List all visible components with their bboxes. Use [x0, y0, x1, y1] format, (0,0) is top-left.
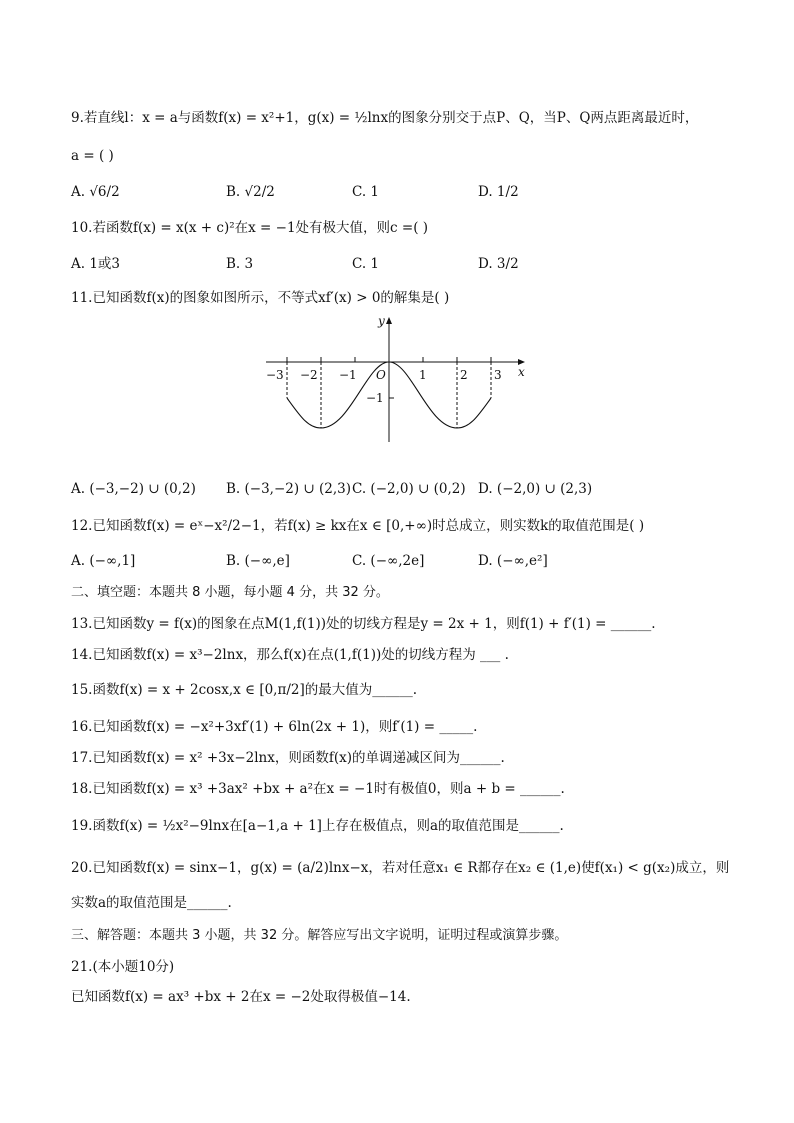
q10-option-a: A. 1或3 — [71, 256, 121, 272]
q13: 13.已知函数y = f(x)的图象在点M(1,f(1))处的切线方程是y = 2x + 1，则f(1) + f′(1) = ______. — [71, 616, 656, 632]
q9-stem: 9.若直线l：x = a与函数f(x) = x²+1，g(x) = ½lnx的图象分别交于点P、Q，当P、Q两点距离最近时， — [71, 110, 699, 126]
q21-text: 已知函数f(x) = ax³ +bx + 2在x = −2处取得极值−14. — [71, 989, 411, 1005]
x-tick-label: −3 — [266, 368, 284, 382]
q14: 14.已知函数f(x) = x³−2lnx，那么f(x)在点(1,f(1))处的切线方程为 ___ . — [71, 647, 509, 663]
q11-option-a: A. (−3,−2) ∪ (0,2) — [71, 481, 196, 497]
q9-options — [71, 182, 771, 202]
x-tick-label: 3 — [494, 368, 502, 382]
q16: 16.已知函数f(x) = −x²+3xf′(1) + 6ln(2x + 1)，则f′(1) = _____. — [71, 719, 478, 735]
x-axis-label: x — [518, 365, 525, 379]
q17: 17.已知函数f(x) = x² +3x−2lnx，则函数f(x)的单调递减区间为______. — [71, 750, 505, 766]
q9-option-d: D. 1/2 — [478, 184, 519, 200]
q9-option-b: B. √2/2 — [226, 184, 275, 200]
x-tick-label: −2 — [300, 368, 318, 382]
y-axis-label: y — [378, 314, 385, 328]
x-tick-label: 2 — [460, 368, 468, 382]
x-tick-label: 1 — [419, 368, 427, 382]
q9-stem-cont: a = ( ) — [71, 148, 114, 164]
function-graph — [262, 312, 532, 448]
q12-stem: 12.已知函数f(x) = eˣ−x²/2−1，若f(x) ≥ kx在x ∈ [0,+∞)时总成立，则实数k的取值范围是( ) — [71, 518, 645, 534]
q10-option-d: D. 3/2 — [478, 256, 519, 272]
q9-option-c: C. 1 — [352, 184, 380, 200]
q12-option-d: D. (−∞,e²] — [478, 553, 548, 569]
section3-title: 三、解答题：本题共 3 小题，共 32 分。解答应写出文字说明，证明过程或演算步骤。 — [71, 928, 568, 943]
x-tick-label: −1 — [339, 368, 357, 382]
q21-header: 21.(本小题10分) — [71, 959, 175, 975]
section2-title: 二、填空题：本题共 8 小题，每小题 4 分，共 32 分。 — [71, 585, 389, 600]
q12-option-b: B. (−∞,e] — [226, 553, 290, 569]
q10-options — [71, 254, 771, 274]
origin-label: O — [376, 368, 386, 382]
q18: 18.已知函数f(x) = x³ +3ax² +bx + a²在x = −1时有极值0，则a + b = ______. — [71, 781, 565, 797]
q12-option-c: C. (−∞,2e] — [352, 553, 425, 569]
q11-stem: 11.已知函数f(x)的图象如图所示，不等式xf′(x) > 0的解集是( ) — [71, 290, 450, 306]
q12-options — [71, 551, 771, 571]
q10-option-c: C. 1 — [352, 256, 380, 272]
q12-option-a: A. (−∞,1] — [71, 553, 136, 569]
q20: 20.已知函数f(x) = sinx−1，g(x) = (a/2)lnx−x，若对任意x₁ ∈ R都存在x₂ ∈ (1,e)使f(x₁) < g(x₂)成立，则 — [71, 860, 730, 876]
q11-option-b: B. (−3,−2) ∪ (2,3) — [226, 481, 352, 497]
q10-stem: 10.若函数f(x) = x(x + c)²在x = −1处有极大值，则c =( ) — [71, 220, 429, 236]
q11-option-c: C. (−2,0) ∪ (0,2) — [352, 481, 466, 497]
q19: 19.函数f(x) = ½x²−9lnx在[a−1,a + 1]上存在极值点，则a的取值范围是______. — [71, 818, 564, 834]
q9-option-a: A. √6/2 — [71, 184, 120, 200]
q10-option-b: B. 3 — [226, 256, 254, 272]
q15: 15.函数f(x) = x + 2cosx,x ∈ [0,π/2]的最大值为______. — [71, 682, 418, 698]
q20-cont: 实数a的取值范围是______. — [71, 895, 232, 911]
q11-options — [71, 479, 771, 499]
q11-option-d: D. (−2,0) ∪ (2,3) — [478, 481, 593, 497]
y-tick-label: −1 — [366, 391, 384, 405]
